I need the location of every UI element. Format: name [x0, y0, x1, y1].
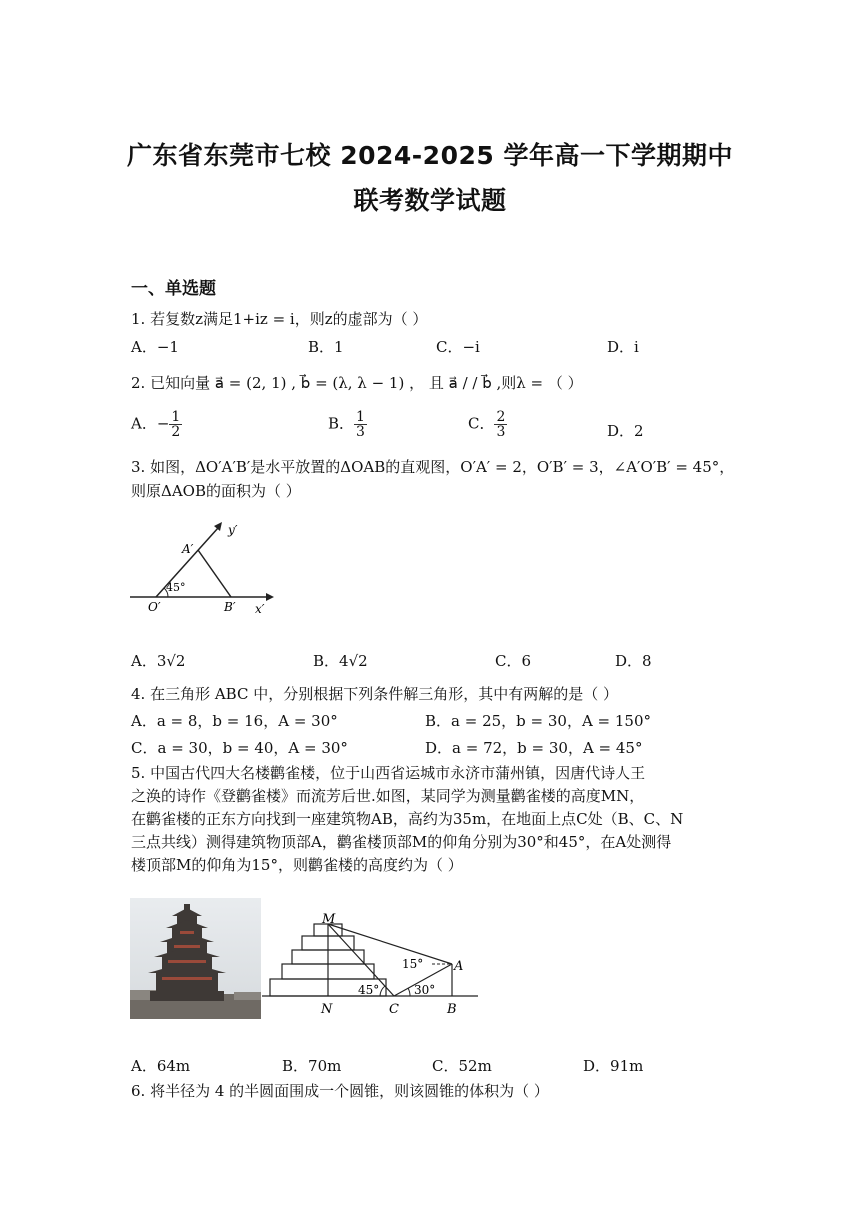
question-5-line4: 三点共线）测得建筑物顶部A，鹳雀楼顶部M的仰角分别为30°和45°，在A处测得: [131, 833, 672, 851]
question-5-line5: 楼顶部M的仰角为15°，则鹳雀楼的高度约为（ ）: [131, 856, 463, 874]
document-title-line2: 联考数学试题: [353, 186, 507, 215]
label-x: x′: [255, 602, 265, 615]
label-m: M: [322, 912, 336, 927]
oblique-projection-figure: [128, 520, 278, 615]
label-n: N: [321, 1002, 333, 1017]
question-4-option-a: A．a = 8，b = 16，A = 30°: [131, 712, 338, 730]
label-angle: 45°: [166, 581, 186, 594]
tower-measurement-diagram: [262, 910, 478, 1022]
question-2-option-d: D．2: [607, 422, 644, 440]
label-15-degrees: 15°: [402, 957, 424, 971]
question-1-option-d: D．i: [607, 338, 639, 356]
document-title-line1: 广东省东莞市七校 2024-2025 学年高一下学期期中: [127, 141, 733, 170]
label-o: O′: [148, 600, 161, 614]
question-2-option-a: A．− $\frac{1}{2}$: [131, 409, 181, 440]
question-3-option-c: C．6: [495, 652, 532, 670]
question-4-text: 4. 在三角形 ABC 中，分别根据下列条件解三角形，其中有两解的是（ ）: [131, 685, 618, 703]
label-a: A′: [182, 542, 194, 556]
label-30-degrees: 30°: [414, 983, 436, 997]
question-3-option-d: D．8: [615, 652, 652, 670]
question-1-option-b: B．1: [308, 338, 344, 356]
segment-a-b: [198, 550, 231, 597]
label-c: C: [389, 1002, 399, 1017]
question-3-line1: 3. 如图，ΔO′A′B′是水平放置的ΔOAB的直观图，O′A′ = 2，O′B′ = 3，∠A′O′B′ = 45°，: [131, 458, 735, 476]
question-5-option-b: B．70m: [282, 1057, 342, 1075]
label-a: A: [454, 959, 464, 974]
question-1-text: 1. 若复数z满足1+iz = i，则z的虚部为（ ）: [131, 310, 428, 328]
question-3-option-b: B．4√2: [313, 652, 368, 670]
tower-photo: [130, 898, 261, 1019]
label-b: B: [447, 1002, 457, 1017]
question-5-option-a: A．64m: [131, 1057, 191, 1075]
x-axis-arrow: [266, 593, 274, 601]
section-heading: 一、单选题: [131, 279, 216, 299]
question-5-line2: 之涣的诗作《登鹳雀楼》而流芳后世.如图，某同学为测量鹳雀楼的高度MN，: [131, 787, 645, 805]
question-4-option-c: C．a = 30，b = 40，A = 30°: [131, 739, 348, 757]
question-1-option-c: C．−i: [436, 338, 480, 356]
question-2-option-c: C． $\frac{2}{3}$: [468, 409, 506, 440]
question-2-text: 2. 已知向量 a⃗ = (2, 1) , b⃗ = (λ, λ − 1) ， 且 a⃗ / / b⃗ ,则λ = （ ）: [131, 374, 583, 392]
question-2-option-b: B． $\frac{1}{3}$: [328, 409, 365, 440]
question-3-line2: 则原ΔAOB的面积为（ ）: [131, 482, 301, 500]
question-1-option-a: A．−1: [131, 338, 179, 356]
y-axis-arrow: [214, 522, 222, 531]
label-b: B′: [224, 600, 236, 614]
question-5-line1: 5. 中国古代四大名楼鹳雀楼，位于山西省运城市永济市蒲州镇，因唐代诗人王: [131, 764, 646, 782]
label-45-degrees: 45°: [358, 983, 380, 997]
question-6-text: 6. 将半径为 4 的半圆面围成一个圆锥，则该圆锥的体积为（ ）: [131, 1082, 549, 1100]
question-3-option-a: A．3√2: [131, 652, 186, 670]
label-y: y′: [228, 523, 238, 537]
question-5-option-c: C．52m: [432, 1057, 492, 1075]
question-4-option-b: B．a = 25，b = 30，A = 150°: [425, 712, 652, 730]
question-5-line3: 在鹳雀楼的正东方向找到一座建筑物AB，高约为35m，在地面上点C处（B、C、N: [131, 810, 684, 828]
question-4-option-d: D．a = 72，b = 30，A = 45°: [425, 739, 643, 757]
question-5-option-d: D．91m: [583, 1057, 644, 1075]
